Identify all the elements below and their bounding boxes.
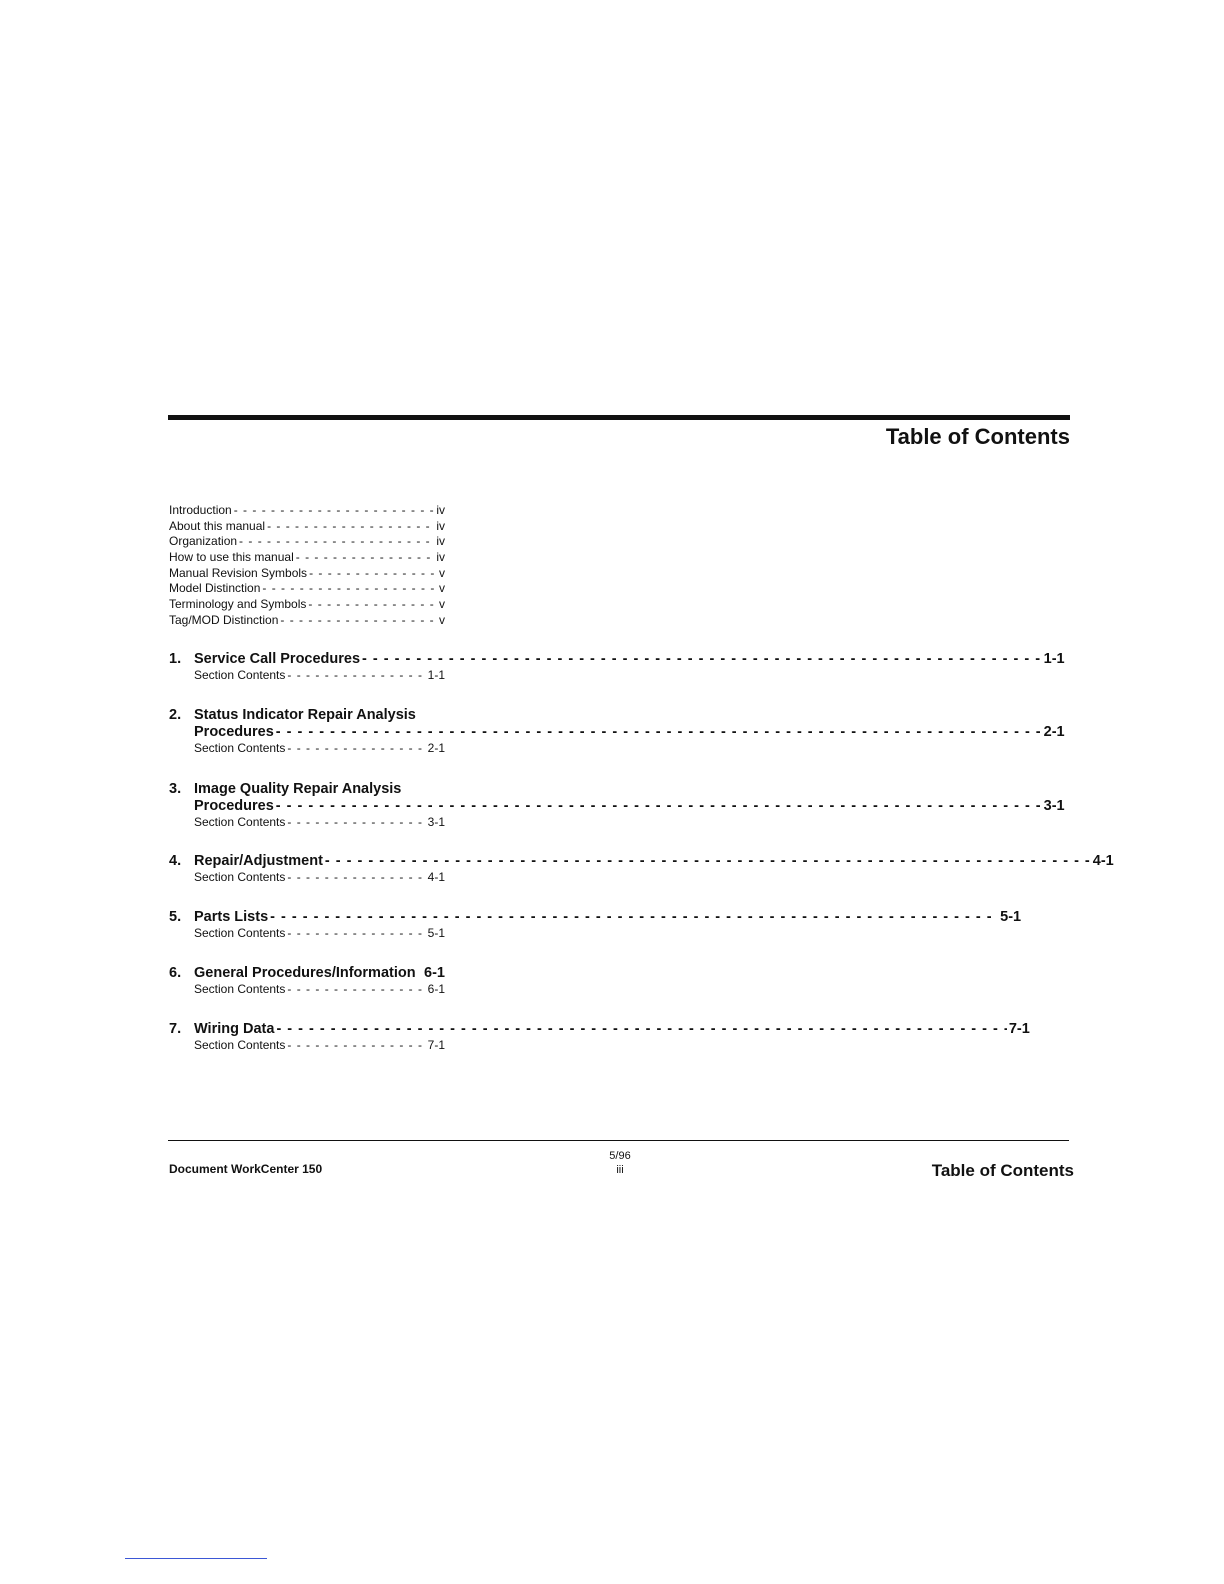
dot-leader — [287, 741, 425, 756]
dot-leader — [325, 853, 1091, 870]
toc-section — [169, 1021, 1030, 1053]
toc-entry-label: Organization — [169, 534, 238, 549]
section-contents-label: Section Contents — [194, 870, 286, 884]
dot-leader — [287, 870, 425, 885]
section-title-continued: Procedures — [194, 724, 274, 740]
section-contents-label: Section Contents — [194, 668, 286, 682]
toc-section — [169, 965, 445, 997]
section-contents-label: Section Contents — [194, 1038, 286, 1052]
section-number: 2. — [169, 707, 182, 723]
toc-entry-label: Terminology and Symbols — [169, 597, 307, 612]
toc-entry[interactable] — [169, 519, 445, 535]
header-rule — [168, 415, 1070, 420]
section-contents-entry[interactable] — [194, 668, 445, 683]
section-contents-label: Section Contents — [194, 815, 286, 829]
toc-entry-page: iv — [436, 534, 445, 549]
toc-entry-label: About this manual — [169, 518, 266, 533]
dot-leader — [287, 1038, 425, 1053]
dot-leader — [287, 926, 425, 941]
toc-entry[interactable] — [169, 613, 445, 629]
dot-leader — [309, 566, 437, 582]
section-contents-page: 6-1 — [427, 982, 445, 996]
section-page: 2-1 — [1043, 724, 1065, 740]
dot-leader — [308, 597, 437, 613]
section-contents-page: 3-1 — [427, 815, 445, 829]
section-title-continued: Procedures — [194, 798, 274, 814]
section-heading[interactable] — [169, 1021, 1030, 1038]
toc-entry-page: v — [439, 581, 445, 596]
dot-leader — [276, 724, 1042, 741]
dot-leader — [276, 798, 1042, 815]
section-number: 6. — [169, 965, 182, 981]
section-contents-entry[interactable] — [194, 815, 445, 830]
toc-entry-page: iv — [436, 518, 445, 533]
section-number: 4. — [169, 853, 182, 869]
section-contents-page: 2-1 — [427, 741, 445, 755]
dot-leader — [276, 1021, 1006, 1038]
dot-leader — [287, 982, 425, 997]
dot-leader — [280, 613, 437, 629]
toc-entry[interactable] — [169, 581, 445, 597]
section-contents-entry[interactable] — [194, 926, 445, 941]
footer-section-title: Table of Contents — [931, 1161, 1074, 1180]
toc-section — [169, 909, 1022, 941]
section-number: 3. — [169, 781, 182, 797]
footer-date: 5/96 — [609, 1150, 631, 1162]
toc-entry-page: iv — [436, 550, 445, 565]
section-title: Wiring Data — [194, 1021, 275, 1037]
section-page: 5-1 — [1000, 909, 1022, 925]
toc-entry-page: v — [439, 597, 445, 612]
section-contents-page: 4-1 — [427, 870, 445, 884]
section-title: Repair/Adjustment — [194, 853, 323, 869]
section-title: Status Indicator Repair Analysis — [194, 707, 416, 723]
section-title: Service Call Procedures — [194, 651, 361, 667]
toc-entry[interactable] — [169, 534, 445, 550]
toc-section — [169, 651, 1065, 683]
toc-entry-label: Introduction — [169, 503, 232, 517]
section-contents-label: Section Contents — [194, 926, 286, 940]
section-contents-page: 5-1 — [427, 926, 445, 940]
toc-entry-page: v — [439, 612, 445, 627]
section-number: 7. — [169, 1021, 182, 1037]
section-heading[interactable] — [169, 965, 445, 982]
section-page: 7-1 — [1008, 1021, 1030, 1037]
dot-leader — [267, 519, 434, 535]
section-title: Parts Lists — [194, 909, 269, 925]
section-number: 5. — [169, 909, 182, 925]
section-contents-page: 1-1 — [427, 668, 445, 682]
section-contents-entry[interactable] — [194, 741, 445, 756]
dot-leader — [287, 815, 425, 830]
toc-entry-label: Model Distinction — [169, 581, 261, 596]
section-heading[interactable] — [169, 651, 1065, 668]
dot-leader — [239, 534, 434, 550]
section-page: 4-1 — [1092, 853, 1114, 869]
toc-entry-page: iv — [436, 503, 445, 517]
section-contents-label: Section Contents — [194, 982, 286, 996]
section-heading[interactable] — [169, 707, 1065, 741]
section-contents-label: Section Contents — [194, 741, 286, 755]
section-contents-page: 7-1 — [427, 1038, 445, 1052]
toc-entry[interactable] — [169, 566, 445, 582]
dot-leader — [362, 651, 1042, 668]
toc-entry-label: How to use this manual — [169, 550, 294, 565]
section-contents-entry[interactable] — [194, 870, 445, 885]
section-contents-entry[interactable] — [194, 1038, 445, 1053]
section-contents-entry[interactable] — [194, 982, 445, 997]
dot-leader — [296, 550, 435, 566]
toc-entry[interactable] — [169, 597, 445, 613]
page-title: Table of Contents — [885, 424, 1070, 449]
section-number: 1. — [169, 651, 182, 667]
toc-section — [169, 707, 1065, 756]
footer-page-info — [596, 1149, 644, 1177]
dot-leader — [287, 668, 425, 683]
footer-page-number: iii — [616, 1164, 624, 1176]
toc-entry-page: v — [439, 565, 445, 580]
toc-entry-label: Manual Revision Symbols — [169, 565, 308, 580]
toc-entry[interactable] — [169, 550, 445, 566]
section-title: Image Quality Repair Analysis — [194, 781, 402, 797]
section-page: 6-1 — [424, 965, 445, 981]
footer-product-name: Document WorkCenter 150 — [169, 1162, 323, 1176]
intro-toc-list — [169, 503, 445, 629]
dot-leader — [262, 581, 437, 597]
footer-rule — [168, 1140, 1069, 1141]
section-page: 1-1 — [1043, 651, 1065, 667]
section-heading[interactable] — [169, 909, 1022, 926]
toc-entry[interactable] — [169, 503, 445, 519]
toc-entry-label: Tag/MOD Distinction — [169, 612, 279, 627]
blue-underline-mark — [125, 1558, 267, 1559]
section-heading[interactable] — [169, 781, 1065, 815]
section-heading[interactable] — [169, 853, 1114, 870]
toc-section — [169, 853, 1114, 885]
section-page: 3-1 — [1043, 798, 1065, 814]
section-title: General Procedures/Information — [194, 965, 416, 981]
toc-section — [169, 781, 1065, 830]
dot-leader — [270, 909, 998, 926]
dot-leader — [234, 503, 435, 519]
